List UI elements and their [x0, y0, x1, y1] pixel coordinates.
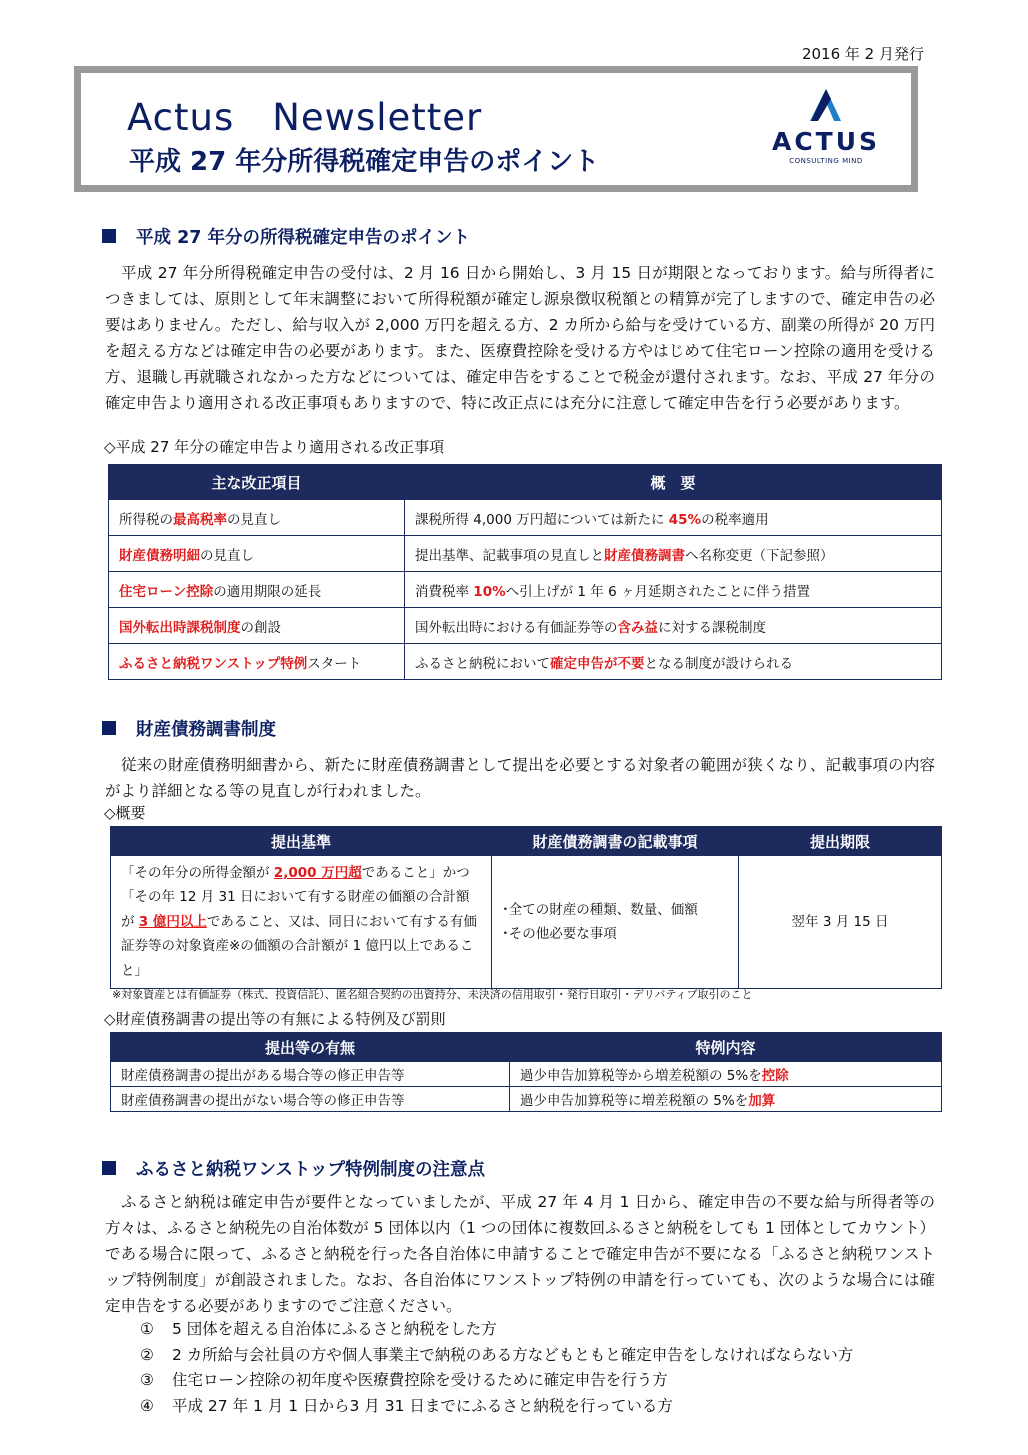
- table-header: 主な改正項目: [109, 465, 405, 500]
- square-bullet-icon: [102, 229, 116, 243]
- table-row: [109, 500, 942, 536]
- issue-date: 2016 年 2 月発行: [801, 45, 924, 63]
- actus-logo: [771, 87, 881, 187]
- newsletter-header: [74, 66, 918, 192]
- footnote: ※対象資産とは有価証券（株式、投資信託）、匿名組合契約の出資持分、未決済の信用取引・発行日取引・デリバティブ取引のこと: [112, 988, 753, 1001]
- list-item: ② 2 カ所給与会社員の方や個人事業主で納税のある方などもともと確定申告をしなければならない方: [140, 1345, 854, 1364]
- list-item: ① 5 団体を超える自治体にふるさと納税をした方: [140, 1320, 497, 1338]
- body-text: 平成 27 年分所得税確定申告の受付は、2 月 16 日から開始し、3 月 15 日が期限となっております。給与所得者につきましては、原則として年末調整において所得税額が確定し源泉徴収税額との精算が完了しますので、確定申告の必要はありません。ただし、給与収入が 2,000 万円を超える方、2 カ所から給与を受けている方、副業の所得が 20 万円を超える方などは確定申告の必要があります。また、医療費控除を受ける方やはじめて住宅ローン控除の適用を受ける方、退職し再就職されなかった方などについては、確定申告をすることで税金が還付されます。なお、平成 27 年分の確定申告より適用される改正事項もありますので、特に改正点には充分に注意して確定申告を行う必要があります。: [105, 264, 935, 412]
- section-body-asset-report: [105, 752, 935, 804]
- amendment-summary: 国外転出時における有価証券等の含み益に対する課税制度: [405, 608, 942, 644]
- amendment-item: 所得税の最高税率の見直し: [109, 500, 405, 536]
- table-header: 概 要: [405, 465, 942, 500]
- submission-criteria: 「その年分の所得金額が 2,000 万円超であること」かつ「その年 12 月 31 日において有する財産の価額の合計額が 3 億円以上であること、又は、同日において有する有価証券等の対象資産※の価額の合計額が 1 億円以上であること」: [111, 856, 492, 989]
- table-row: [109, 608, 942, 644]
- table-row: [111, 856, 942, 989]
- penalty-case: 財産債務調書の提出がある場合等の修正申告等: [111, 1062, 510, 1087]
- table-row: [109, 644, 942, 680]
- report-item: ･全ての財産の種類、数量、価額: [502, 901, 698, 918]
- amendment-item: ふるさと納税ワンストップ特例スタート: [109, 644, 405, 680]
- table-header: 財産債務調書の記載事項: [492, 827, 739, 856]
- submission-deadline: 翌年 3 月 15 日: [739, 856, 942, 989]
- section-body-furusato: [105, 1189, 935, 1319]
- amendment-summary: ふるさと納税において確定申告が不要となる制度が設けられる: [405, 644, 942, 680]
- required-filing-list: [140, 1317, 853, 1419]
- section-heading-text: 財産債務調書制度: [136, 720, 276, 740]
- list-item: ③ 住宅ローン控除の初年度や医療費控除を受けるために確定申告を行う方: [140, 1371, 668, 1389]
- amendments-table: [108, 464, 942, 680]
- table-header: 提出基準: [111, 827, 492, 856]
- body-text: 従来の財産債務明細書から、新たに財産債務調書として提出を必要とする対象者の範囲が狭くなり、記載事項の内容がより詳細となる等の見直しが行われました。: [105, 756, 935, 800]
- overview-table: [110, 826, 942, 989]
- section-heading-tax-return: [102, 224, 470, 249]
- body-text: ふるさと納税は確定申告が要件となっていましたが、平成 27 年 4 月 1 日から、確定申告の不要な給与所得者等の方々は、ふるさと納税先の自治体数が 5 団体以内（1 つの団体に複数回ふるさと納税をしても 1 団体としてカウント）である場合に限って、ふるさと納税を行った各自治体に申請することで確定申告が不要になる「ふるさと納税ワンストップ特例制度」が創設されました。なお、各自治体にワンストップ特例の申請を行っていても、次のような場合には確定申告をする必要がありますのでご注意ください。: [105, 1193, 935, 1315]
- logo-tagline: CONSULTING MIND: [789, 157, 863, 165]
- square-bullet-icon: [102, 721, 116, 735]
- list-item: ④ 平成 27 年 1 月 1 日から3 月 31 日までにふるさと納税を行っている方: [140, 1396, 673, 1415]
- amendment-item: 国外転出時課税制度の創設: [109, 608, 405, 644]
- section-heading-text: 平成 27 年分の所得税確定申告のポイント: [136, 228, 471, 248]
- newsletter-title: Actus Newsletter: [127, 96, 483, 139]
- table-header: 提出等の有無: [111, 1033, 510, 1062]
- amendment-summary: 消費税率 10%へ引上げが 1 年 6 ヶ月延期されたことに伴う措置: [405, 572, 942, 608]
- table-caption-amendments: ◇平成 27 年分の確定申告より適用される改正事項: [104, 438, 445, 456]
- penalty-effect: 過少申告加算税等から増差税額の 5%を控除: [510, 1062, 942, 1087]
- table-header: 特例内容: [510, 1033, 942, 1062]
- section-heading-asset-report: [102, 716, 276, 741]
- penalty-caption: ◇財産債務調書の提出等の有無による特例及び罰則: [104, 1010, 446, 1028]
- overview-caption: ◇概要: [104, 804, 146, 822]
- table-row: [111, 1087, 942, 1112]
- amendment-item: 住宅ローン控除の適用期限の延長: [109, 572, 405, 608]
- square-bullet-icon: [102, 1161, 116, 1175]
- section-heading-furusato: [102, 1156, 485, 1181]
- actus-logo-icon: [809, 87, 843, 123]
- table-row: [109, 572, 942, 608]
- table-header: 提出期限: [739, 827, 942, 856]
- amendment-item: 財産債務明細の見直し: [109, 536, 405, 572]
- report-item: ･その他必要な事項: [502, 926, 617, 942]
- penalty-table: [110, 1032, 942, 1112]
- logo-wordmark: ACTUS: [771, 127, 881, 156]
- section-body-tax-return: [105, 260, 935, 416]
- penalty-case: 財産債務調書の提出がない場合等の修正申告等: [111, 1087, 510, 1112]
- report-items: [492, 856, 739, 989]
- table-row: [111, 1062, 942, 1087]
- amendment-summary: 提出基準、記載事項の見直しと財産債務調書へ名称変更（下記参照）: [405, 536, 942, 572]
- amendment-summary: 課税所得 4,000 万円超については新たに 45%の税率適用: [405, 500, 942, 536]
- penalty-effect: 過少申告加算税等に増差税額の 5%を加算: [510, 1087, 942, 1112]
- newsletter-subtitle: 平成 27 年分所得税確定申告のポイント: [129, 147, 600, 177]
- table-row: [109, 536, 942, 572]
- section-heading-text: ふるさと納税ワンストップ特例制度の注意点: [136, 1160, 485, 1180]
